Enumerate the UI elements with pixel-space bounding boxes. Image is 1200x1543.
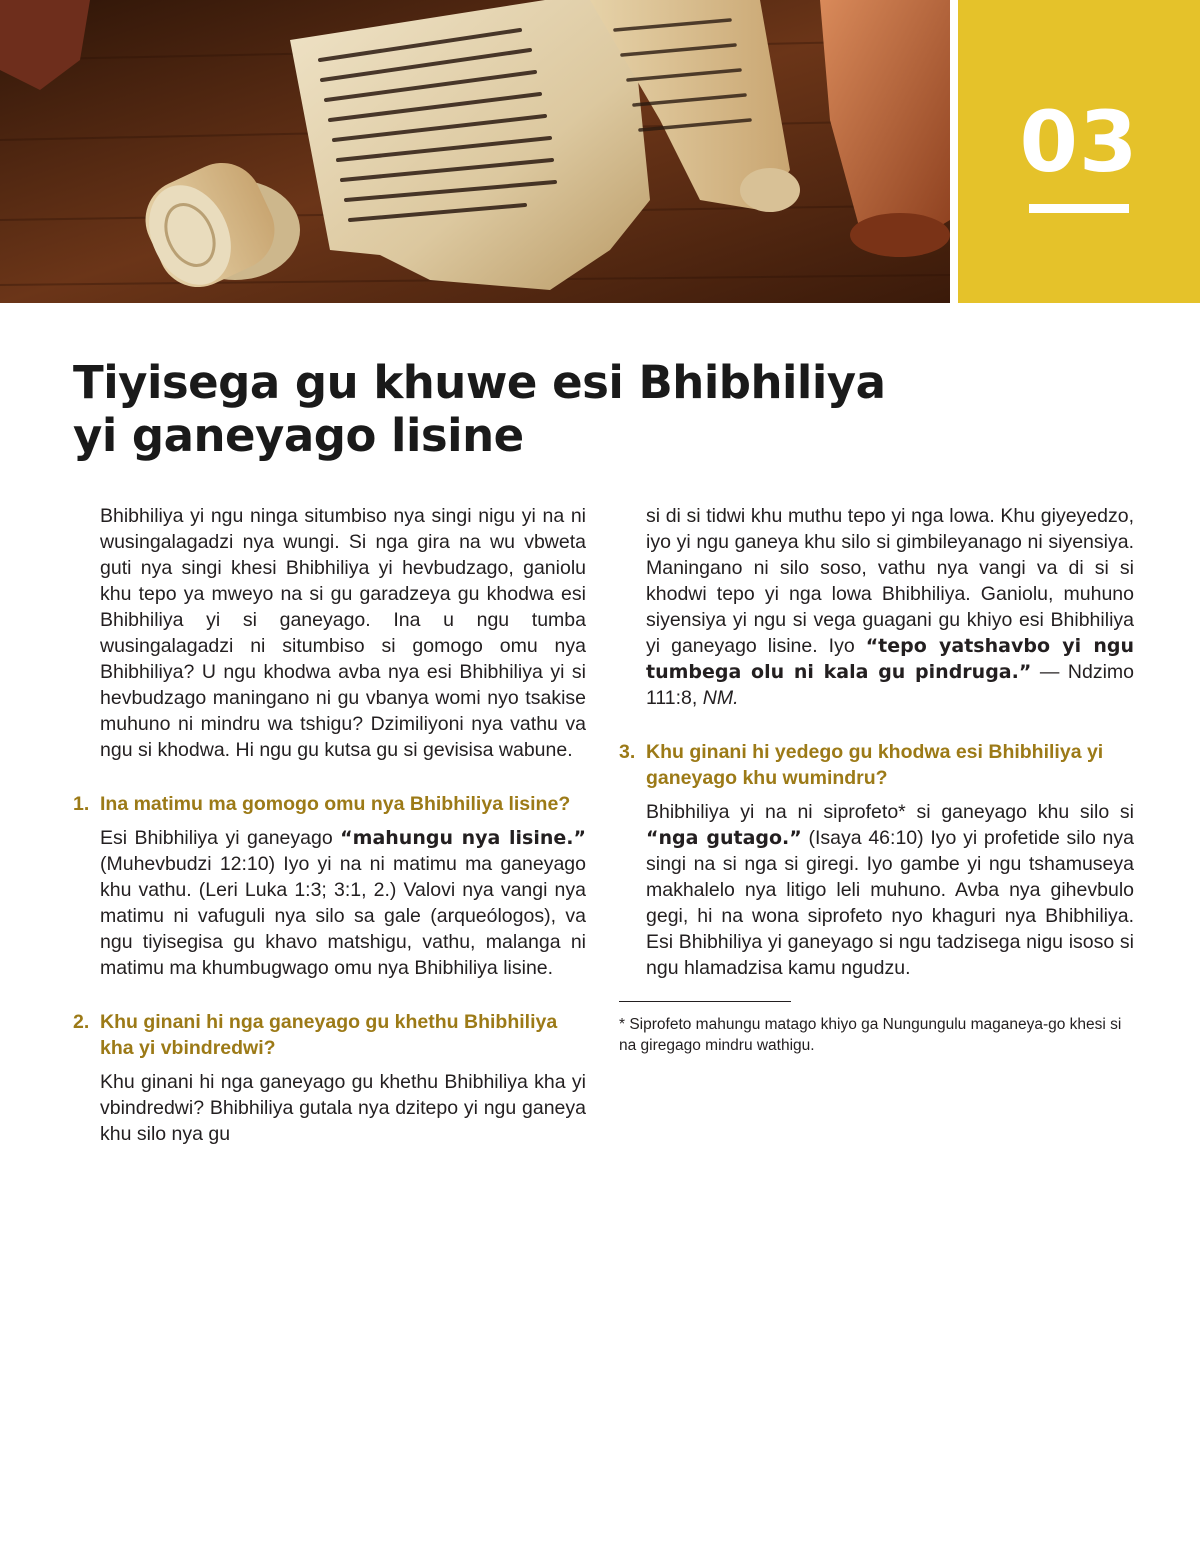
question-1 <box>73 791 586 817</box>
question-2 <box>73 1009 586 1061</box>
answer-2-paragraph-start: Khu ginani hi nga ganeyago gu khethu Bhibhiliya kha yi vbindredwi? Bhibhiliya gutala nya dzitepo yi ngu ganeya khu silo nya gu <box>100 1071 586 1145</box>
answer-2-text-a: si di si tidwi khu muthu tepo yi nga lowa. Khu giyeyedzo, iyo yi ngu ganeya khu silo si gimbileyanago ni siyensiya. Maningano ni silo soso, vathu nya vangi va di si si khodwi tepo yi nga lowa Bhibhiliya. Ganiolu, muhuno siyensiya yi ngu si vega guagani gu khiyo esi Bhibhiliya yi ganeyago lisine. Iyo <box>646 505 1134 657</box>
answer-1-text-a: Esi Bhibhiliya yi ganeyago <box>100 827 341 849</box>
answer-3-text-b: (Isaya 46:10) Iyo yi profetide silo nya singi na si nga si giregi. Iyo gambe yi ngu tshamuseya makhalelo nya litigo leli muhuno. Avba nya gihevbulo gegi, hi na wona siprofeto nyo khaguri nya Bhibhiliya. Esi Bhibhiliya yi ganeyago si ngu tadzisega nigu isoso si ngu hlamadzisa kamu ngudzu. <box>646 827 1134 979</box>
question-1-text: Ina matimu ma gomogo omu nya Bhibhiliya lisine? <box>100 793 571 815</box>
question-2-number: 2. <box>73 1011 90 1033</box>
answer-3-paragraph <box>646 799 1134 981</box>
scrolls-illustration <box>0 0 950 303</box>
answer-1-paragraph <box>100 825 586 981</box>
chapter-number: 03 <box>1019 93 1139 191</box>
title-line-1: Tiyisega gu khuwe esi Bhibhiliya <box>73 356 886 409</box>
right-column <box>619 503 1134 1056</box>
question-1-number: 1. <box>73 793 90 815</box>
page-title <box>73 356 1053 462</box>
footnote: * Siprofeto mahungu matago khiyo ga Nungungulu maganeya-go khesi si na giregago mindru wathigu. <box>619 1016 1122 1054</box>
left-column <box>73 503 586 1147</box>
answer-1-text-b: (Muhevbudzi 12:10) Iyo yi na ni matimu ma ganeyago khu vathu. (Leri Luka 1:3; 3:1, 2.) Valovi nya vangi nya matimu ni vafuguli nya silo sa gale (arqueólogos), va ngu tiyisegisa gu khavo matshigu, vathu, malanga ni matimu ma khumbugwago omu nya Bhibhiliya lisine. <box>100 853 586 979</box>
answer-2-reference: NM. <box>702 687 739 709</box>
chapter-badge <box>958 0 1200 303</box>
header-divider <box>950 0 958 303</box>
question-3-number: 3. <box>619 741 636 763</box>
question-2-text: Khu ginani hi nga ganeyago gu khethu Bhibhiliya kha yi vbindredwi? <box>100 1011 558 1059</box>
title-line-2: yi ganeyago lisine <box>73 409 524 462</box>
answer-3-quote: “nga gutago.” <box>646 827 802 849</box>
question-3 <box>619 739 1134 791</box>
answer-2-text-b: — Ndzimo 111:8, <box>646 661 1135 709</box>
header-photo <box>0 0 950 303</box>
answer-1-quote: “mahungu nya lisine.” <box>340 827 586 849</box>
chapter-underline <box>1029 204 1129 213</box>
answer-3-text-a: Bhibhiliya yi na ni siprofeto* si ganeyago khu silo si <box>646 801 1134 823</box>
answer-2-quote: “tepo yatshavbo yi ngu tumbega olu ni kala gu pindruga.” <box>646 635 1134 683</box>
question-3-text: Khu ginani hi yedego gu khodwa esi Bhibhiliya yi ganeyago khu wumindru? <box>646 741 1104 789</box>
footnote-divider <box>619 1001 791 1002</box>
answer-2-paragraph-continued <box>646 503 1134 711</box>
intro-paragraph: Bhibhiliya yi ngu ninga situmbiso nya singi nigu yi na ni wusingalagadzi nya wungi. Si nga gira na wu vbweta guti nya singi khesi Bhibhiliya yi hevbudzago, ganiolu khu tepo ya mweyo na si gu garadzeya gu khodwa esi Bhibhiliya yi si ganeyago. Ina u ngu tumba wusingalagadzi ni situmbiso si gomogo omu nya Bhibhiliya? U ngu khodwa avba nya esi Bhibhiliya yi si hevbudzago maningano ni gu vbanya womi nyo tsakise muhuno ni mindru wa tshigu? Dzimiliyoni nya vathu va ngu si khodwa. Hi ngu gu kutsa gu si gevisisa wabune. <box>100 505 586 761</box>
